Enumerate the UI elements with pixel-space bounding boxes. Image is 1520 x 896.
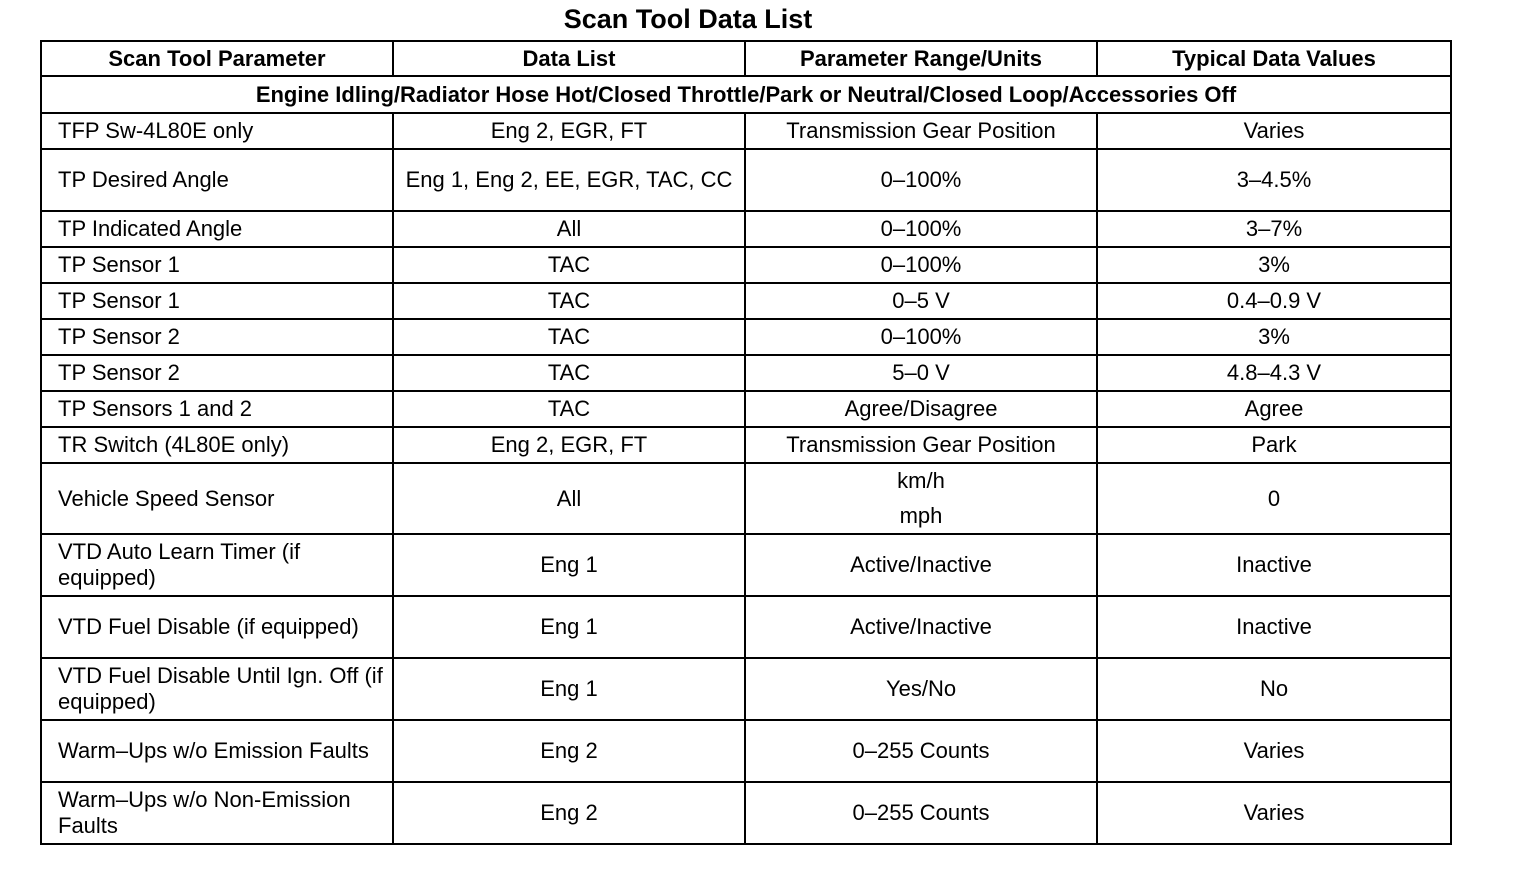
table-row bbox=[41, 247, 1451, 283]
data-list-cell: Eng 2, EGR, FT bbox=[393, 113, 745, 149]
data-list-cell: TAC bbox=[393, 391, 745, 427]
param-cell: TFP Sw-4L80E only bbox=[41, 113, 393, 149]
typical-cell: Varies bbox=[1097, 113, 1451, 149]
range-cell: Active/Inactive bbox=[745, 534, 1097, 596]
param-cell: TP Sensor 2 bbox=[41, 355, 393, 391]
param-cell: VTD Auto Learn Timer (if equipped) bbox=[41, 534, 393, 596]
typical-cell: 3% bbox=[1097, 319, 1451, 355]
typical-cell: Inactive bbox=[1097, 534, 1451, 596]
typical-cell: 0 bbox=[1097, 463, 1451, 534]
param-cell: TP Sensor 2 bbox=[41, 319, 393, 355]
data-list-cell: TAC bbox=[393, 319, 745, 355]
range-cell: Agree/Disagree bbox=[745, 391, 1097, 427]
header-row bbox=[41, 41, 1451, 76]
condition-text: Engine Idling/Radiator Hose Hot/Closed Throttle/Park or Neutral/Closed Loop/Accessories Off bbox=[41, 76, 1451, 113]
data-list-cell: Eng 1 bbox=[393, 596, 745, 658]
data-list-cell: TAC bbox=[393, 247, 745, 283]
data-list-cell: Eng 2 bbox=[393, 782, 745, 844]
data-list-cell: Eng 2 bbox=[393, 720, 745, 782]
header-data-list: Data List bbox=[393, 41, 745, 76]
typical-cell: Agree bbox=[1097, 391, 1451, 427]
typical-cell: 3% bbox=[1097, 247, 1451, 283]
header-typical-data-values: Typical Data Values bbox=[1097, 41, 1451, 76]
table-row bbox=[41, 658, 1451, 720]
table-row bbox=[41, 113, 1451, 149]
typical-cell: Inactive bbox=[1097, 596, 1451, 658]
typical-cell: 3–7% bbox=[1097, 211, 1451, 247]
header-parameter-range-units: Parameter Range/Units bbox=[745, 41, 1097, 76]
range-cell: 0–100% bbox=[745, 247, 1097, 283]
table-row bbox=[41, 319, 1451, 355]
data-list-cell: TAC bbox=[393, 355, 745, 391]
param-cell: Warm–Ups w/o Non-Emission Faults bbox=[41, 782, 393, 844]
table-row bbox=[41, 720, 1451, 782]
typical-cell: 3–4.5% bbox=[1097, 149, 1451, 211]
range-cell: 0–255 Counts bbox=[745, 720, 1097, 782]
header-scan-tool-parameter: Scan Tool Parameter bbox=[41, 41, 393, 76]
range-cell: 0–100% bbox=[745, 211, 1097, 247]
range-kmh: km/h bbox=[897, 468, 945, 493]
range-cell: Transmission Gear Position bbox=[745, 113, 1097, 149]
param-cell: Warm–Ups w/o Emission Faults bbox=[41, 720, 393, 782]
table-row bbox=[41, 427, 1451, 463]
range-cell: Active/Inactive bbox=[745, 596, 1097, 658]
typical-cell: Varies bbox=[1097, 782, 1451, 844]
range-mph: mph bbox=[899, 503, 943, 528]
param-cell: TP Sensor 1 bbox=[41, 247, 393, 283]
typical-cell: No bbox=[1097, 658, 1451, 720]
typical-cell: Park bbox=[1097, 427, 1451, 463]
typical-cell: 0.4–0.9 V bbox=[1097, 283, 1451, 319]
table-row bbox=[41, 283, 1451, 319]
range-cell: 0–5 V bbox=[745, 283, 1097, 319]
data-list-cell: TAC bbox=[393, 283, 745, 319]
range-cell: Transmission Gear Position bbox=[745, 427, 1097, 463]
table-row bbox=[41, 211, 1451, 247]
data-list-cell: All bbox=[393, 463, 745, 534]
typical-cell: 4.8–4.3 V bbox=[1097, 355, 1451, 391]
typical-cell: Varies bbox=[1097, 720, 1451, 782]
range-cell: 0–255 Counts bbox=[745, 782, 1097, 844]
table-row bbox=[41, 463, 1451, 534]
param-cell: TP Desired Angle bbox=[41, 149, 393, 211]
data-list-cell: Eng 1 bbox=[393, 534, 745, 596]
data-list-cell: Eng 2, EGR, FT bbox=[393, 427, 745, 463]
range-cell bbox=[745, 463, 1097, 534]
table-row bbox=[41, 391, 1451, 427]
param-cell: Vehicle Speed Sensor bbox=[41, 463, 393, 534]
table-title: Scan Tool Data List bbox=[563, 4, 813, 34]
range-cell: Yes/No bbox=[745, 658, 1097, 720]
param-cell: VTD Fuel Disable (if equipped) bbox=[41, 596, 393, 658]
table-row bbox=[41, 149, 1451, 211]
table-row bbox=[41, 782, 1451, 844]
scan-tool-data-table bbox=[40, 40, 1452, 845]
param-cell: TP Sensor 1 bbox=[41, 283, 393, 319]
table-row bbox=[41, 534, 1451, 596]
param-cell: TP Indicated Angle bbox=[41, 211, 393, 247]
data-list-cell: Eng 1, Eng 2, EE, EGR, TAC, CC bbox=[393, 149, 745, 211]
param-cell: VTD Fuel Disable Until Ign. Off (if equipped) bbox=[41, 658, 393, 720]
param-cell: TP Sensors 1 and 2 bbox=[41, 391, 393, 427]
param-cell: TR Switch (4L80E only) bbox=[41, 427, 393, 463]
data-list-cell: Eng 1 bbox=[393, 658, 745, 720]
range-cell: 0–100% bbox=[745, 149, 1097, 211]
range-cell: 5–0 V bbox=[745, 355, 1097, 391]
table-row bbox=[41, 596, 1451, 658]
data-list-cell: All bbox=[393, 211, 745, 247]
condition-row bbox=[41, 76, 1451, 113]
table-row bbox=[41, 355, 1451, 391]
range-cell: 0–100% bbox=[745, 319, 1097, 355]
